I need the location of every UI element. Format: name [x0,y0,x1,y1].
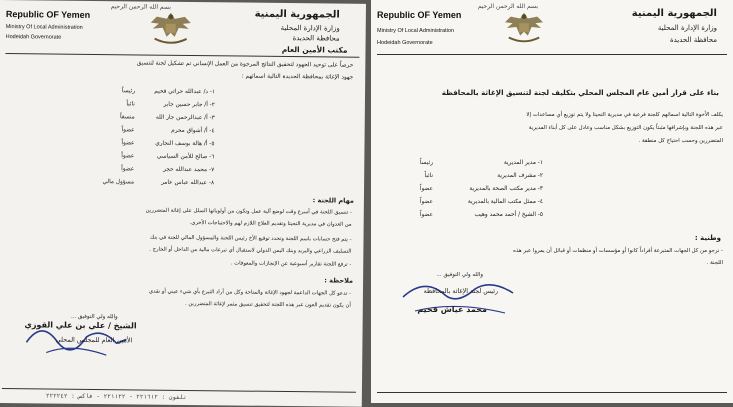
left-member-name: ٢- أ/ جابر حسين جابر [163,101,215,109]
left-member-role: عضواً [121,140,135,147]
left-member-role: رئيساً [121,88,136,95]
left-document [0,0,366,407]
right-ar-ministry: وزارة الإدارة المحلية [657,24,717,32]
right-member-name: ٥- الشيخ / أحمد محمد وهيب [474,212,543,218]
left-note-line: - تدعو كل الجهات الداعمة لجهود الإغاثة والمتاحة وكل من أراد التبرع بأي شيء عيني أو نقدي [149,288,351,297]
left-member-name: ٨- عبدالله عباس عامر [161,179,215,187]
left-task-line: - ترفع اللجنة تقارير أسبوعية عن الإنجازات والمعوقات . [230,260,352,268]
left-member-role: منسقاً [120,114,135,121]
left-member-name: ٣- أ/ عبدالرحمن جار الله [155,114,215,122]
yemen-eagle-emblem-icon [146,9,194,50]
left-tasks-title: مهام اللجنة : [312,196,354,205]
left-en-republic: Republic OF Yemen [5,9,91,20]
left-task-line: التسليف الزراعي والبريد وبنك اليمن الدولي لاستقبال أي تبرعات مالية من الداخل أو الخارج . [149,246,352,255]
left-note-line: أن يكون تقديم العون عبر هذه اللجنة لتحقيق تنسيق مثمر لإغاثة المتضررين . [184,300,351,309]
left-intro-line-2: جهود الإغاثة بمحافظة الحديدة التالية اسمائهم : [241,73,354,81]
left-en-ministry: Ministry Of Local Administration [5,24,83,31]
left-task-line: من العدوان في مديرية التحيتا وتقديم العلاج اللازم لهم والاحتياجات الأخرى. [189,219,352,228]
left-member-name: ٧- محمد عبدالله حجر [163,166,215,174]
left-ar-ministry: وزارة الإدارة المحلية [280,23,340,33]
left-member-role: عضواً [121,166,135,173]
right-document [371,0,733,403]
left-task-line: - تنسيق اللجنة في أسرع وقت لوضع آلية عمل وتكون من أولوياتها السلل على إغاثة المتضررين [145,207,352,216]
left-task-line: - يتم فتح حسابات باسم اللجنة وتحدد توقيع الأخ رئيس اللجنة والمسؤول المالي للجنة في بنك [149,234,352,243]
right-signature-name: محمد عياش قحيم [417,305,487,314]
right-ar-republic: الجمهورية اليمنية [631,8,717,19]
left-footer-contact: تلفون : ٢٢١٦١٢ - ٢٢١١٢٢ - فاكس : ٢٢٢٢٤٢ [45,392,187,401]
right-header-divider [377,54,727,55]
right-note-line: - نرجو من كل الجهات المتبرعة أفراداً كانوا أو مؤسسات أو منظمات أو قبائل أن يمروا عبر هذه [513,248,723,254]
right-member-role: عضواً [419,186,433,192]
left-member-role: عضواً [121,153,135,160]
right-member-role: نائباً [424,173,433,179]
right-closing: والله ولي التوفيق ... [436,272,483,278]
right-notes-title: وطنية : [694,234,721,242]
yemen-eagle-emblem-icon [501,9,547,47]
left-signature-name: الشيخ / علي بن علي القوزي [24,320,137,331]
left-member-role: مسؤول مالي [102,179,135,186]
right-en-governorate: Hodeidah Governorate [377,40,433,46]
right-intro-line: عبر هذه اللجنة وبإشرافها مثبتاً يكون التوزيع بشكل مناسب وعادل على كل أبناء المديرية [528,125,723,131]
left-basmala: بسم الله الرحمن الرحيم [110,3,171,11]
right-intro-line: المتضررين وحسب احتياج كل منطقة . [638,138,723,144]
left-member-name: ٤- أ/ أشواق محرم [171,127,215,135]
right-committee-head: رئيس لجنة الإغاثة بالمحافظة [423,288,498,295]
left-member-role: عضواً [121,127,135,134]
left-en-governorate: Hodeidah Governorate [5,34,62,41]
right-member-name: ٤- ممثل مكتب المالية بالمديرية [467,199,543,205]
right-member-name: ١- مدير المديرية [503,160,543,166]
right-intro-line: يكلف الأخوة التالية اسمائهم كلجنة فرعية في مديرية التحيتا ولا يتم توزيع أي مساعدات إلا [526,112,723,118]
left-closing: والله ولي التوفيق ... [71,313,118,321]
right-member-role: عضواً [419,199,433,205]
right-footer-divider [377,392,727,393]
left-member-name: ٦- صالح للأمن السياسي [156,153,215,161]
left-intro-line-1: حرصاً على توحيد الجهود لتحقيق النتائج المرجوة من العمل الإنساني تم تشكيل لجنة لتنسيق [136,60,354,69]
right-title: بناء على قرار أمين عام المجلس المحلي بتكليف لجنة لتنسيق الإغاثة بالمحافظة [441,88,719,97]
left-ar-office: مكتب الأمين العام [281,44,348,55]
right-member-name: ٣- مدير مكتب الصحة بالمديرية [469,186,543,192]
left-member-role: نائباً [126,101,135,108]
right-member-role: عضواً [419,212,433,218]
left-member-name: ١- د/ عبدالله حراثي قحيم [154,88,216,96]
right-note-line: اللجنة . [706,260,723,266]
right-member-role: رئيساً [419,160,433,166]
right-member-name: ٢- مشرف المديرية [497,173,543,179]
right-en-ministry: Ministry Of Local Administration [377,28,455,34]
right-basmala: بسم الله الرحمن الرحيم [477,3,538,10]
left-ar-governorate: محافظة الحديدة [292,34,340,43]
right-en-republic: Republic OF Yemen [377,10,462,20]
left-signature-title: الأمين العام للمجلس المحلي [55,335,133,345]
left-notes-title: ملاحظة : [324,276,354,285]
left-member-name: ٥- أ/ هالة بوسف النجاري [155,140,215,148]
right-ar-governorate: محافظة الحديدة [669,36,717,44]
left-ar-republic: الجمهورية اليمنية [254,8,340,21]
